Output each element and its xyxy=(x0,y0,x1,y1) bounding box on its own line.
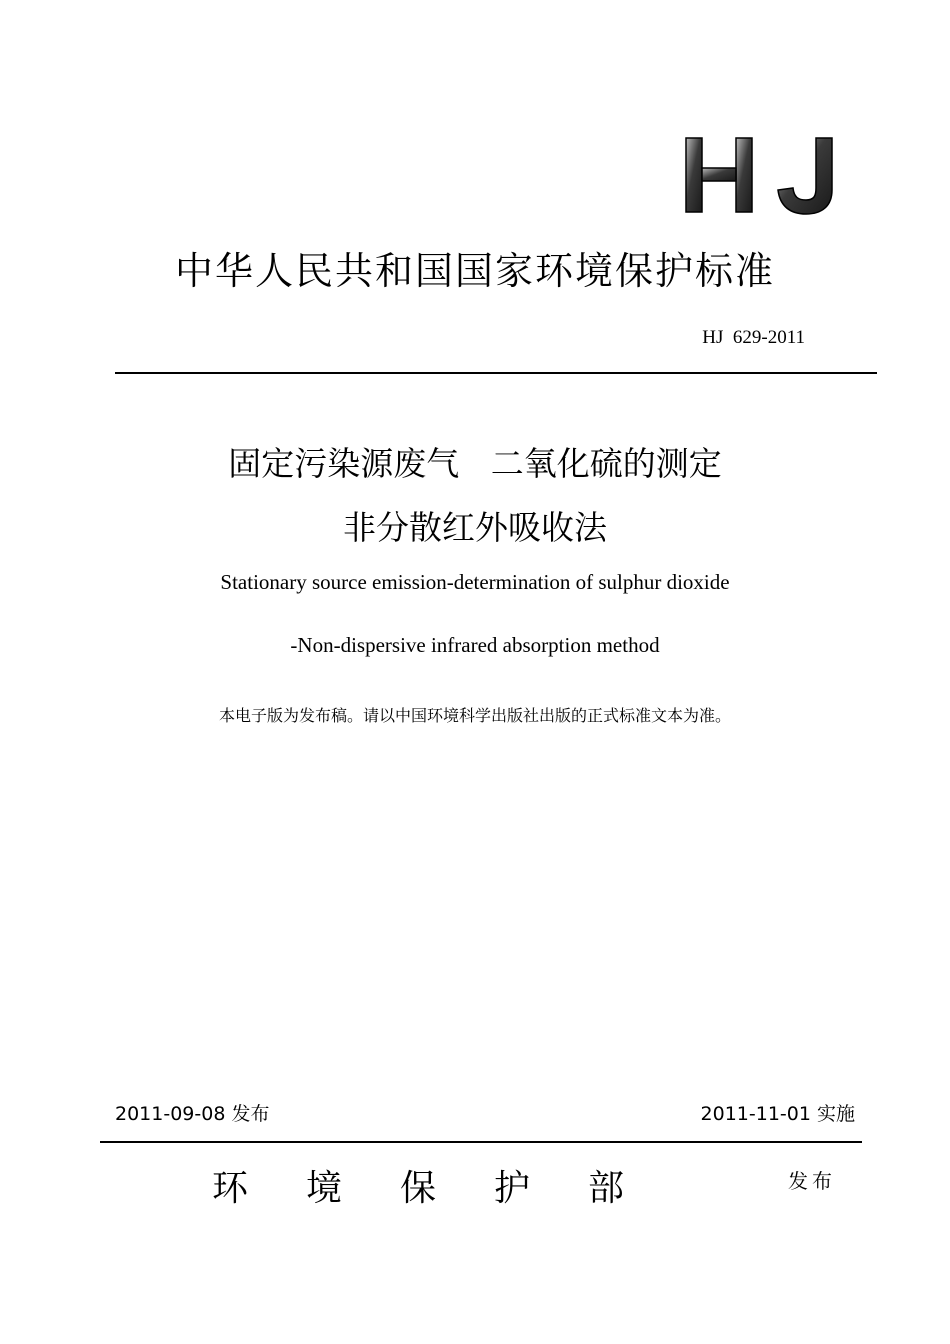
electronic-version-notice: 本电子版为发布稿。请以中国环境科学出版社出版的正式标准文本为准。 xyxy=(218,706,731,725)
title-zh-line2: 非分散红外吸收法 xyxy=(343,508,607,547)
title-zh-line1: 固定污染源废气 二氧化硫的测定 xyxy=(228,444,722,483)
issuing-ministry: 环境保护部 xyxy=(212,1168,683,1209)
hj-logo xyxy=(680,128,840,218)
bottom-divider xyxy=(100,1141,862,1143)
effective-date: 2011-11-01 实施 xyxy=(700,1103,855,1125)
title-en-line1: Stationary source emission-determination of sulphur dioxide xyxy=(220,570,730,594)
title-en-line2: -Non-dispersive infrared absorption method xyxy=(290,633,660,657)
logo-text: HJ xyxy=(680,128,682,129)
standard-code: HJ 629-2011 xyxy=(702,327,805,348)
issue-date: 2011-09-08 发布 xyxy=(115,1103,270,1125)
publish-label: 发布 xyxy=(788,1169,836,1193)
organization-title: 中华人民共和国国家环境保护标准 xyxy=(174,249,775,293)
top-divider xyxy=(115,372,877,374)
